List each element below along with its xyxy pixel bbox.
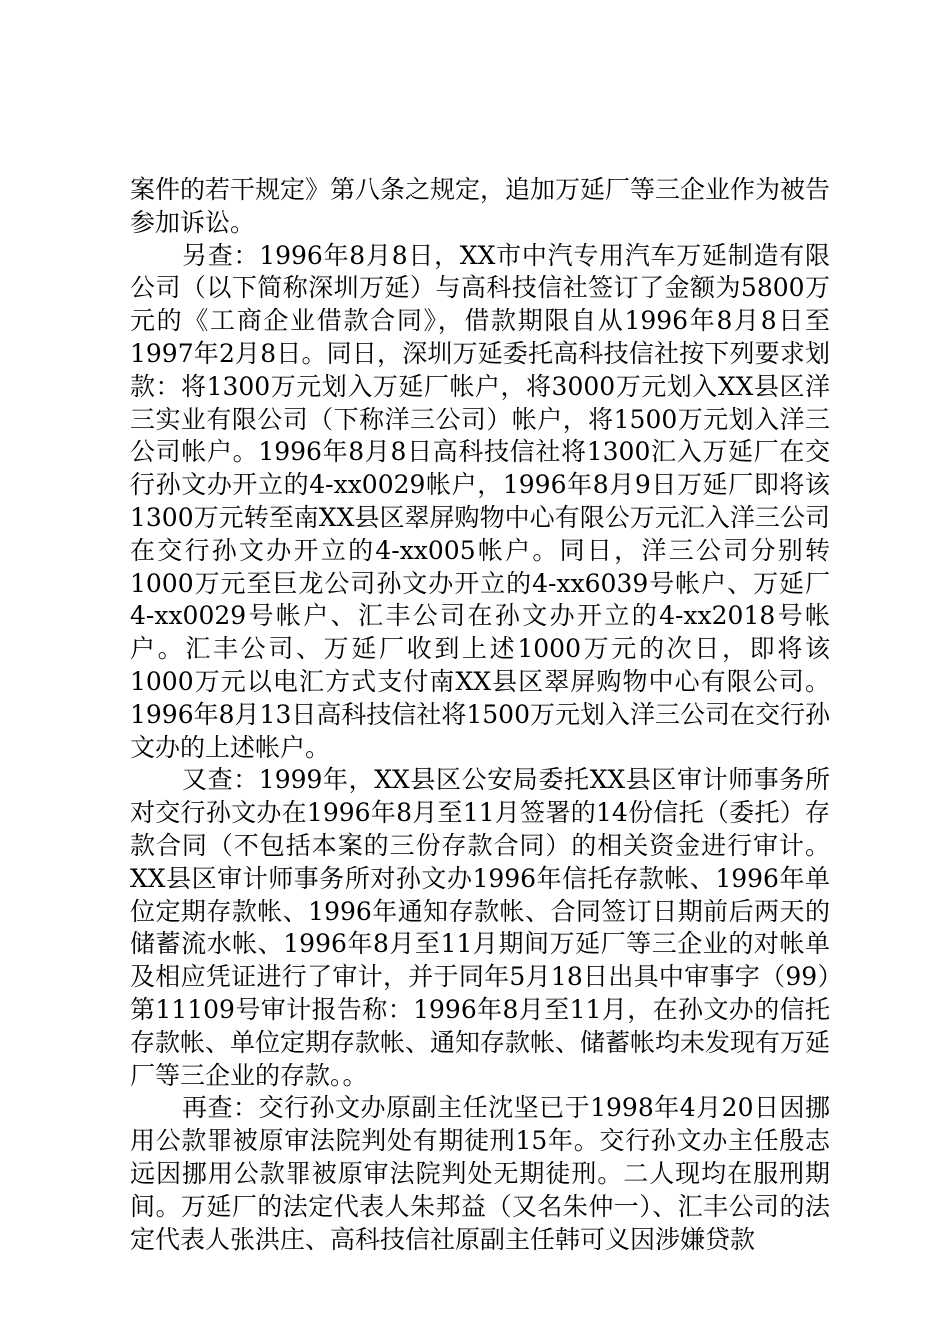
document-body bbox=[130, 174, 830, 1256]
paragraph-further-finding: 再查：交行孙文办原副主任沈坚已于1998年4月20日因挪用公款罪被原审法院判处有期徒刑15年。交行孙文办主任殷志远因挪用公款罪被原审法院判处无期徒刑。二人现均在服刑期间。万延厂的法定代表人朱邦益（又名朱仲一）、汇丰公司的法定代表人张洪庄、高科技信社原副主任韩可义因涉嫌贷款 bbox=[130, 1093, 830, 1254]
paragraph-continuation: 案件的若干规定》第八条之规定，追加万延厂等三企业作为被告参加诉讼。 bbox=[130, 175, 831, 237]
paragraph-audit-finding: 又查：1999年，XX县区公安局委托XX县区审计师事务所对交行孙文办在1996年8月至11月签署的14份信托（委托）存款合同（不包括本案的三份存款合同）的相关资金进行审计。XX县区审计师事务所对孙文办1996年信托存款帐、1996年单位定期存款帐、1996年通知存款帐、合同签订日期前后两天的储蓄流水帐、1996年8月至11月期间万延厂等三企业的对帐单及相应凭证进行了审计，并于同年5月18日出具中审事字（99）第11109号审计报告称：1996年8月至11月，在孙文办的信托存款帐、单位定期存款帐、通知存款帐、储蓄帐均未发现有万延厂等三企业的存款。。 bbox=[130, 765, 831, 1090]
paragraph-additional-finding: 另查：1996年8月8日，XX市中汽专用汽车万延制造有限公司（以下简称深圳万延）与高科技信社签订了金额为5800万元的《工商企业借款合同》，借款期限自从1996年8月8日至1997年2月8日。同日，深圳万延委托高科技信社按下列要求划款：将1300万元划入万延厂帐户，将3000万元划入XX县区洋三实业有限公司（下称洋三公司）帐户，将1500万元划入洋三公司帐户。1996年8月8日高科技信社将1300汇入万延厂在交行孙文办开立的4-xx0029帐户，1996年8月9日万延厂即将该1300万元转至南XX县区翠屏购物中心有限公万元汇入洋三公司在交行孙文办开立的4-xx005帐户。同日，洋三公司分别转1000万元至巨龙公司孙文办开立的4-xx6039号帐户、万延厂4-xx0029号帐户、汇丰公司在孙文办开立的4-xx2018号帐户。汇丰公司、万延厂收到上述1000万元的次日，即将该1000万元以电汇方式支付南XX县区翠屏购物中心有限公司。1996年8月13日高科技信社将1500万元划入洋三公司在交行孙文办的上述帐户。 bbox=[130, 240, 830, 762]
